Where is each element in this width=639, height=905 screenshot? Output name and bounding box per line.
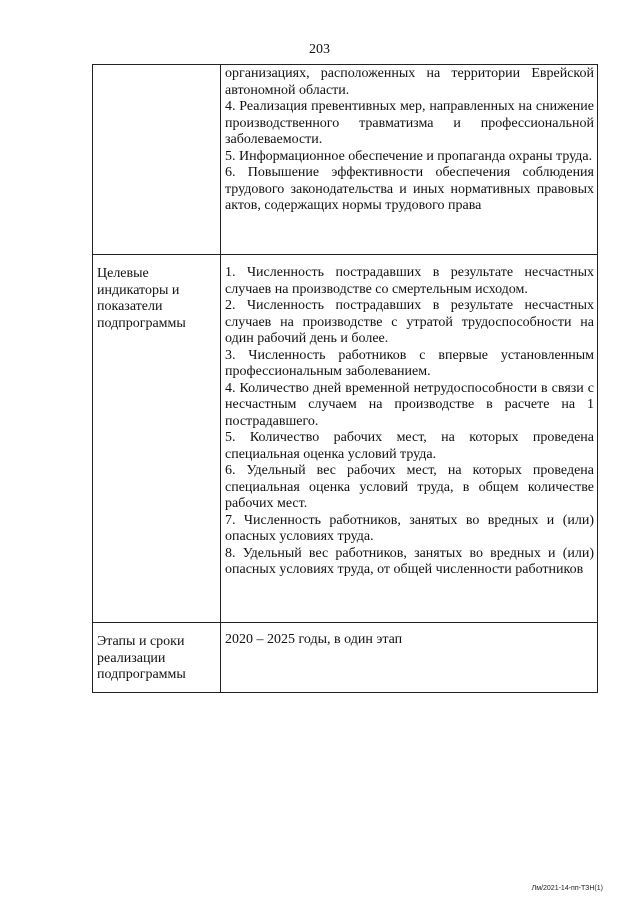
- paragraph: 5. Количество рабочих мест, на которых проведена специальная оценка условий труда.: [225, 430, 594, 462]
- row-content: [221, 65, 598, 255]
- row-content: [221, 623, 598, 693]
- paragraph: 6. Удельный вес рабочих мест, на которых проведена специальная оценка условий труда, в общем количестве рабочих мест.: [225, 463, 594, 511]
- row-label: Целевые индикаторы и показатели подпрограммы: [93, 255, 221, 623]
- table-row: [93, 255, 598, 623]
- row-label: Этапы и сроки реализации подпрограммы: [93, 623, 221, 693]
- page-number: 203: [309, 42, 330, 57]
- paragraph: 8. Удельный вес работников, занятых во вредных и (или) опасных условиях труда, от общей численности работников: [225, 545, 594, 577]
- paragraph: организациях, расположенных на территории Еврейской автономной области.: [225, 66, 594, 98]
- table-row: [93, 65, 598, 255]
- passport-table: [92, 64, 598, 693]
- paragraph: 4. Реализация превентивных мер, направленных на снижение производственного травматизма и профессиональной заболеваемости.: [225, 99, 594, 147]
- paragraph: 5. Информационное обеспечение и пропаганда охраны труда.: [225, 148, 593, 164]
- row-label: [93, 65, 221, 255]
- paragraph: 2. Численность пострадавших в результате несчастных случаев на производстве с утратой трудоспособности на один рабочий день и более.: [225, 298, 594, 346]
- paragraph: 1. Численность пострадавших в результате несчастных случаев на производстве со смертельным исходом.: [225, 265, 594, 297]
- paragraph: 6. Повышение эффективности обеспечения соблюдения трудового законодательства и иных нормативных правовых актов, содержащих нормы трудового права: [225, 165, 594, 213]
- table-row: [93, 623, 598, 693]
- paragraph: 2020 – 2025 годы, в один этап: [225, 632, 403, 647]
- paragraph: 7. Численность работников, занятых во вредных и (или) опасных условиях труда.: [225, 512, 594, 544]
- paragraph: 3. Численность работников с впервые установленным профессиональным заболеванием.: [225, 347, 594, 379]
- paragraph: 4. Количество дней временной нетрудоспособности в связи с несчастным случаем на производстве в расчете на 1 пострадавшего.: [225, 380, 594, 429]
- document-code: Лм/2021-14-пп-ТЗН(1): [531, 885, 603, 892]
- row-content: [221, 255, 598, 623]
